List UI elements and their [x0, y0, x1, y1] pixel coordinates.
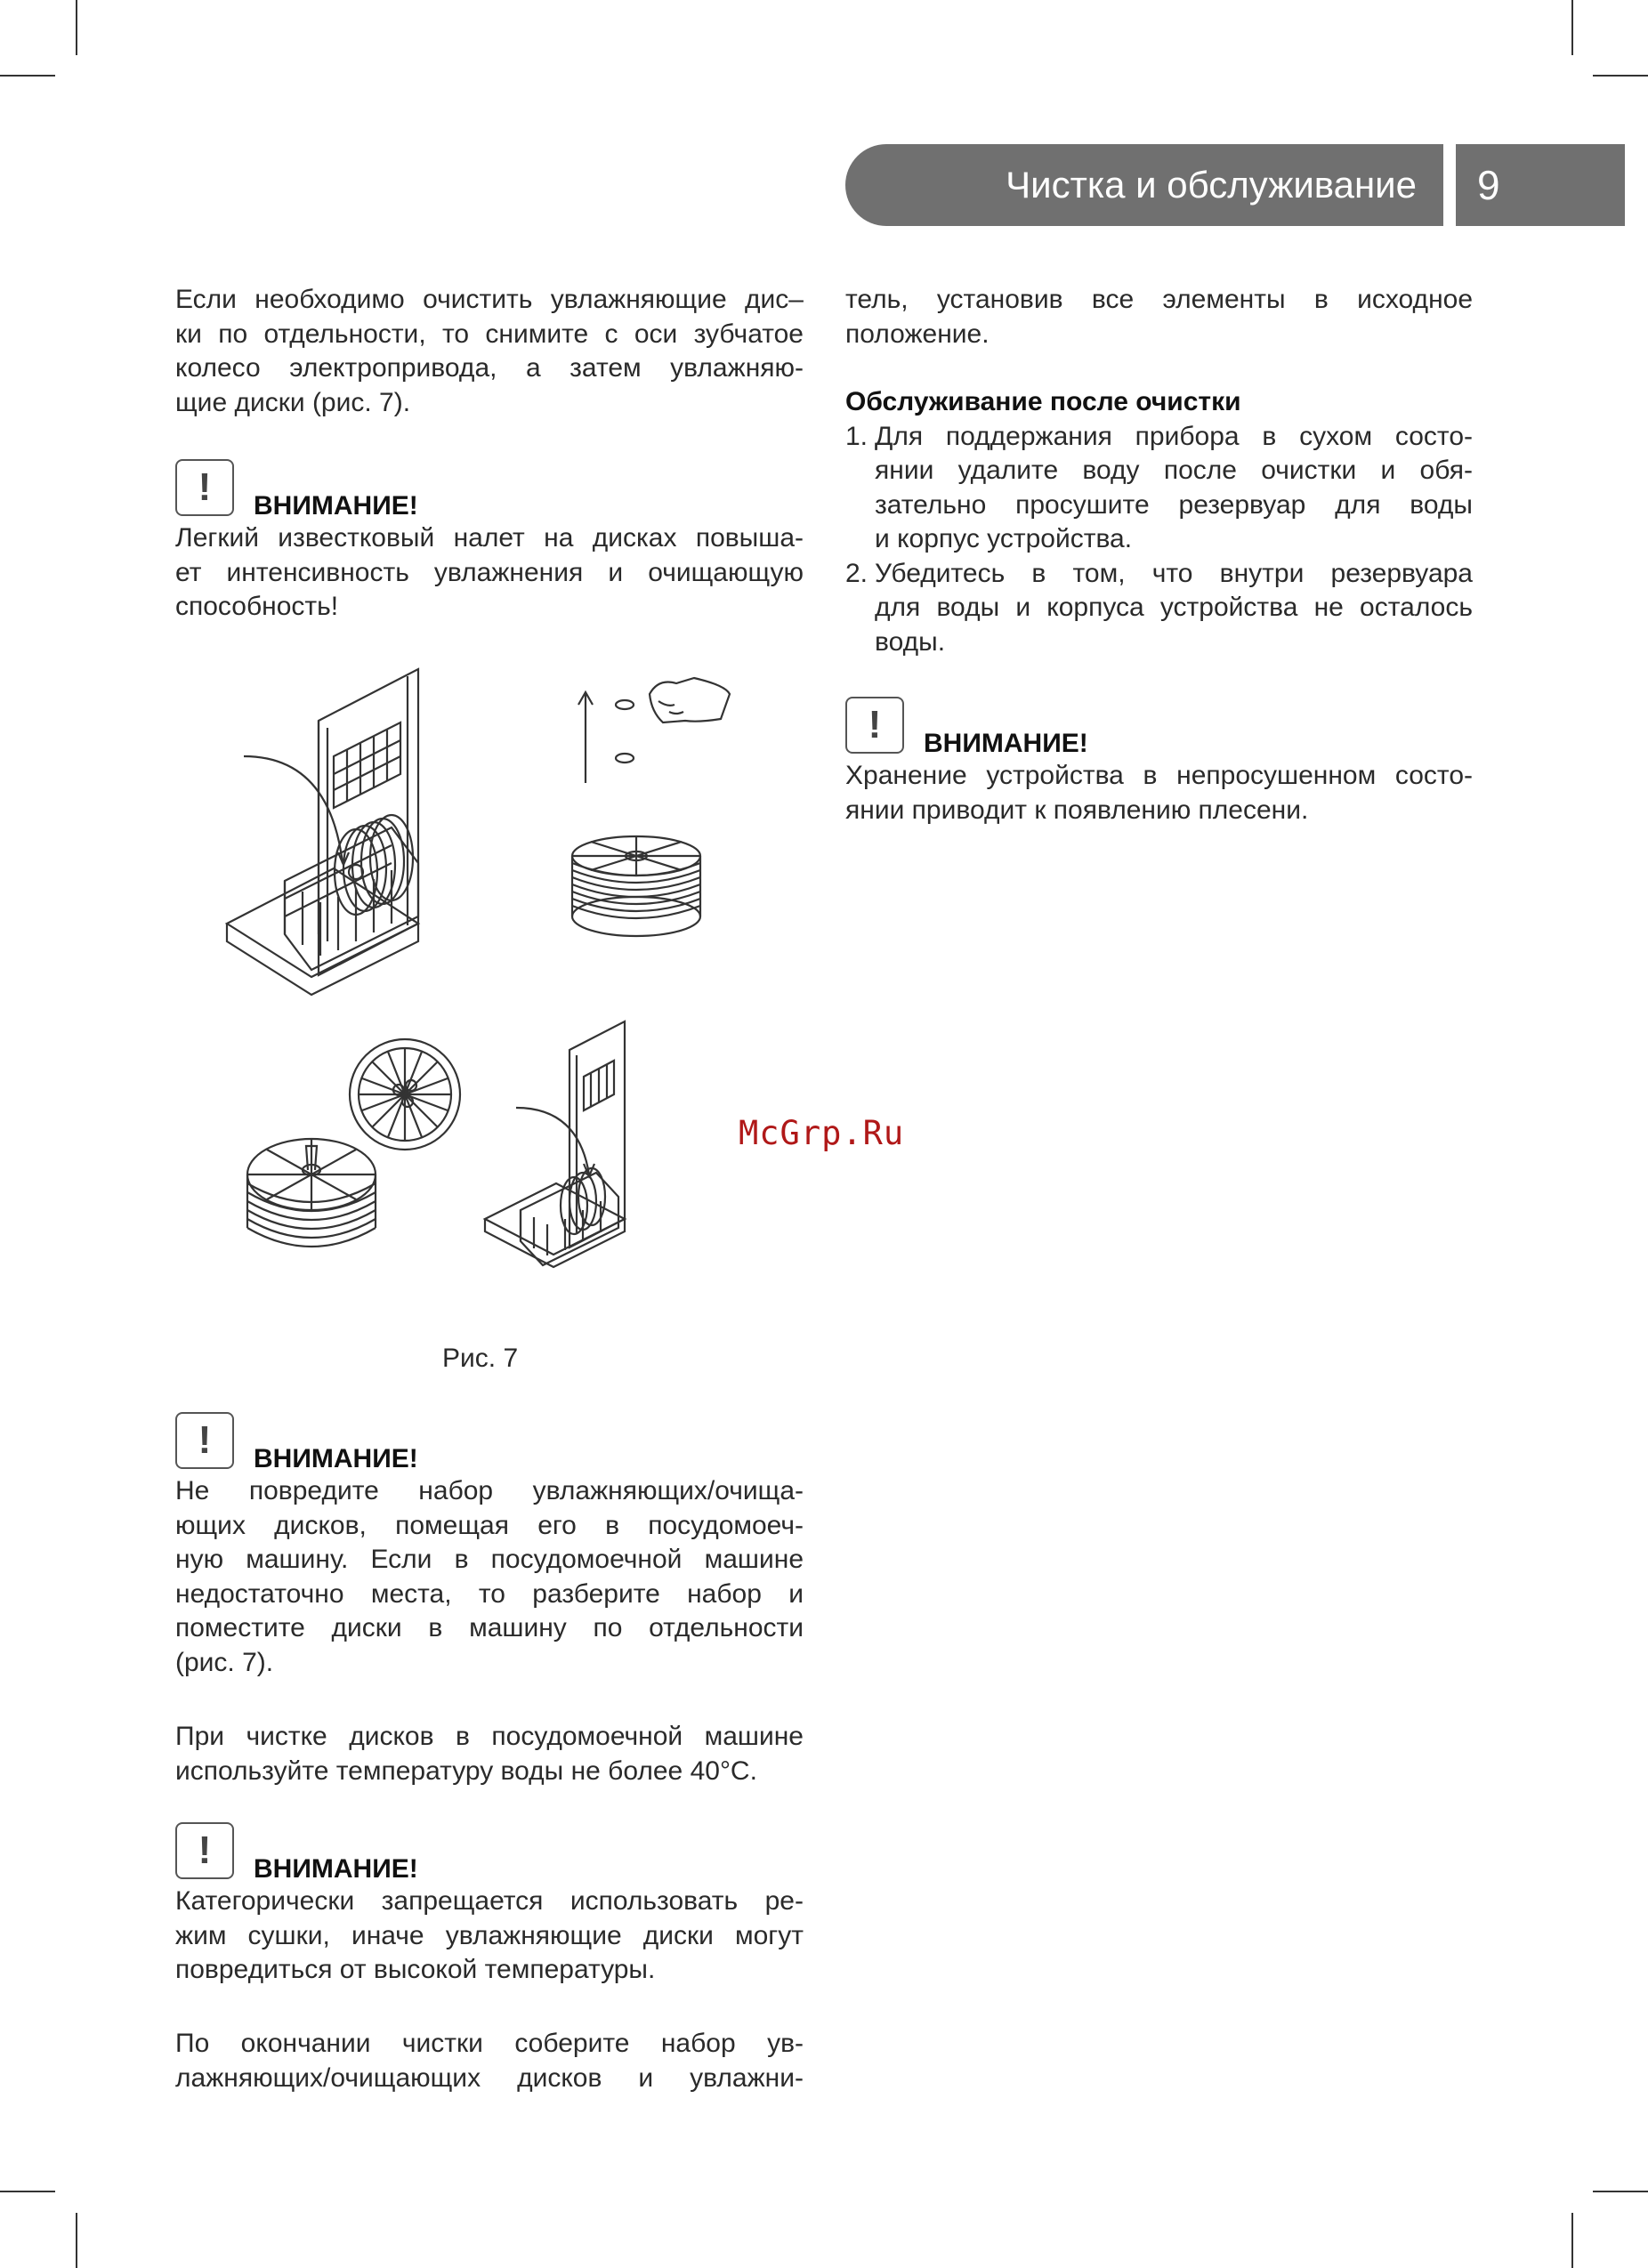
warning-header — [845, 697, 1473, 758]
maintenance-section — [845, 385, 1473, 659]
text-line: Категорически запрещается использовать ре- — [175, 1886, 804, 1916]
warning-header — [175, 1822, 804, 1884]
warning-label: ВНИМАНИЕ! — [924, 729, 1088, 758]
text-line: для воды и корпуса устройства не осталось — [875, 593, 1473, 622]
text-line: Убедитесь в том, что внутри резервуара — [875, 558, 1473, 588]
exclamation-icon: ! — [175, 459, 234, 516]
text-line: янии удалите воду после очистки и обя- — [875, 456, 1473, 485]
warning-block-1 — [175, 459, 804, 625]
text-line: используйте температуру воды не более 40°C. — [175, 1755, 757, 1786]
text-line: ную машину. Если в посудомоечной машине — [175, 1545, 804, 1574]
text-line: щие диски (рис. 7). — [175, 387, 411, 417]
text-line: Легкий известковый налет на дисках повыша- — [175, 523, 804, 553]
disk-removal-drawing — [572, 678, 730, 936]
list-number: 1. — [845, 421, 868, 451]
text-line: тель, установив все элементы в исходное — [845, 285, 1473, 314]
crop-mark — [1593, 2191, 1648, 2192]
text-line: ющих дисков, помещая его в посудомоеч- — [175, 1510, 804, 1540]
text-line: Если необходимо очистить увлажняющие дис– — [175, 285, 804, 314]
text-line: воды. — [875, 626, 946, 657]
text-line: (рис. 7). — [175, 1647, 274, 1677]
crop-mark — [1571, 0, 1573, 55]
maintenance-list — [845, 420, 1473, 660]
text-line: ки по отдельности, то снимите с оси зубчатое — [175, 319, 804, 349]
warning-label: ВНИМАНИЕ! — [254, 491, 418, 521]
page-number: 9 — [1477, 162, 1500, 208]
text-line: зательно просушите резервуар для воды — [875, 489, 1473, 520]
exclamation-icon: ! — [175, 1412, 234, 1469]
temperature-note — [175, 1720, 804, 1788]
warning-block-3 — [175, 1822, 804, 1988]
figure-7-illustration — [214, 658, 819, 1317]
text-line: положение. — [845, 319, 990, 349]
text-line: янии приводит к появлению плесени. — [845, 795, 1309, 825]
text-line: жим сушки, иначе увлажняющие диски могут — [175, 1920, 804, 1950]
warning-label: ВНИМАНИЕ! — [254, 1444, 418, 1473]
list-item — [845, 420, 1473, 557]
text-line: повредиться от высокой температуры. — [175, 1955, 656, 1984]
text-line: недостаточно места, то разберите набор и — [175, 1578, 804, 1609]
crop-mark — [76, 0, 77, 55]
text-line: Для поддержания прибора в сухом состо- — [875, 421, 1473, 451]
warning-label: ВНИМАНИЕ! — [254, 1854, 418, 1884]
text-line: По окончании чистки соберите набор ув- — [175, 2029, 804, 2058]
section-title: Чистка и обслуживание — [1006, 164, 1417, 206]
list-number: 2. — [845, 558, 868, 588]
text-line: лажняющих/очищающих дисков и увлажни- — [175, 2062, 804, 2093]
crop-mark — [0, 2191, 55, 2192]
list-item — [845, 557, 1473, 660]
warning-header — [175, 459, 804, 521]
page-number-tab — [1456, 144, 1625, 226]
exclamation-icon: ! — [845, 697, 904, 754]
figure-caption: Рис. 7 — [442, 1344, 519, 1373]
crop-mark — [76, 2213, 77, 2268]
text-line: колесо электропривода, а затем увлажняю- — [175, 353, 804, 383]
warning-header — [175, 1412, 804, 1473]
text-line: способность! — [175, 592, 339, 621]
crop-mark — [1571, 2213, 1573, 2268]
intro-paragraph — [175, 283, 804, 420]
section-heading: Обслуживание после очистки — [845, 387, 1241, 416]
exclamation-icon: ! — [175, 1822, 234, 1879]
text-line: поместите диски в машину по отдельности — [175, 1613, 804, 1642]
warning-block-2 — [175, 1412, 804, 1680]
text-line: При чистке дисков в посудомоечной машине — [175, 1722, 804, 1751]
continuation-paragraph — [845, 283, 1473, 351]
crop-mark — [0, 75, 55, 77]
watermark: McGrp.Ru — [739, 1114, 905, 1152]
final-paragraph — [175, 2027, 804, 2095]
text-line: ет интенсивность увлажнения и очищающую — [175, 557, 804, 587]
crop-mark — [1593, 75, 1648, 77]
warning-block-right — [845, 697, 1473, 827]
disk-set-in-dishwasher-drawing — [247, 1021, 625, 1267]
section-header — [845, 144, 1443, 226]
dishwasher-loading-drawing — [227, 669, 418, 995]
text-line: Хранение устройства в непросушенном состо- — [845, 761, 1473, 790]
text-line: и корпус устройства. — [875, 524, 1133, 553]
text-line: Не повредите набор увлажняющих/очища- — [175, 1476, 804, 1505]
